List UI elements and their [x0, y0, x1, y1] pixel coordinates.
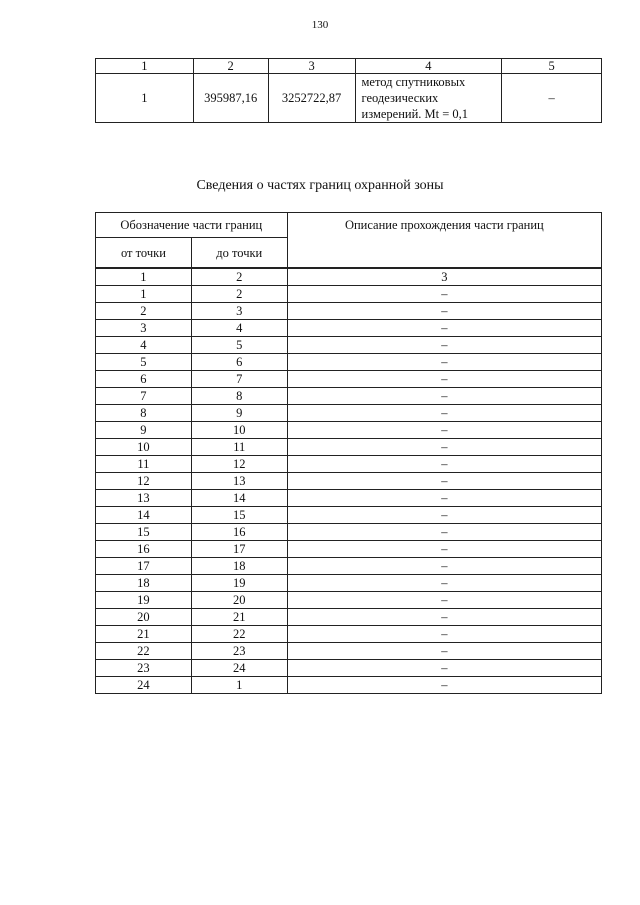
description-header: Описание прохождения части границ — [287, 213, 601, 269]
col-number-2: 2 — [191, 268, 287, 286]
to-point-cell: 24 — [191, 660, 287, 677]
from-point-cell: 22 — [96, 643, 192, 660]
from-point-cell: 20 — [96, 609, 192, 626]
table-row — [96, 354, 602, 371]
table-row — [96, 677, 602, 694]
method-cell — [355, 74, 502, 123]
description-cell: – — [287, 541, 601, 558]
from-point-cell: 6 — [96, 371, 192, 388]
to-point-cell: 17 — [191, 541, 287, 558]
to-point-cell: 22 — [191, 626, 287, 643]
from-point-cell: 10 — [96, 439, 192, 456]
description-cell: – — [287, 507, 601, 524]
table-row — [96, 473, 602, 490]
to-point-cell: 1 — [191, 677, 287, 694]
description-cell: – — [287, 371, 601, 388]
from-point-cell: 15 — [96, 524, 192, 541]
description-cell: – — [287, 575, 601, 592]
from-point-cell: 1 — [96, 286, 192, 303]
col-number-1: 1 — [96, 268, 192, 286]
table-row — [96, 643, 602, 660]
table-row — [96, 660, 602, 677]
from-point-cell: 4 — [96, 337, 192, 354]
table-row — [96, 507, 602, 524]
coordinates-table — [95, 58, 602, 123]
description-cell: – — [287, 337, 601, 354]
x-coordinate-cell: 395987,16 — [193, 74, 268, 123]
coord-col-3-header: 3 — [268, 59, 355, 74]
description-cell: – — [287, 303, 601, 320]
to-point-cell: 13 — [191, 473, 287, 490]
to-point-cell: 3 — [191, 303, 287, 320]
description-cell: – — [287, 643, 601, 660]
description-cell: – — [287, 677, 601, 694]
description-cell: – — [287, 439, 601, 456]
table-row — [96, 320, 602, 337]
point-number-cell: 1 — [96, 74, 194, 123]
coord-col-1-header: 1 — [96, 59, 194, 74]
to-point-cell: 14 — [191, 490, 287, 507]
table-row — [96, 439, 602, 456]
table-row — [96, 609, 602, 626]
description-cell: – — [287, 592, 601, 609]
from-point-cell: 16 — [96, 541, 192, 558]
coordinates-data-row — [96, 74, 602, 123]
to-point-cell: 9 — [191, 405, 287, 422]
description-cell: – — [287, 626, 601, 643]
table-row — [96, 490, 602, 507]
table-row — [96, 541, 602, 558]
to-point-header: до точки — [191, 238, 287, 269]
from-point-cell: 12 — [96, 473, 192, 490]
from-point-cell: 7 — [96, 388, 192, 405]
to-point-cell: 21 — [191, 609, 287, 626]
method-line-1: метод спутниковых — [361, 75, 466, 89]
description-cell: – — [287, 286, 601, 303]
description-cell: – — [287, 660, 601, 677]
from-point-cell: 24 — [96, 677, 192, 694]
table-row — [96, 558, 602, 575]
to-point-cell: 6 — [191, 354, 287, 371]
description-cell: – — [287, 422, 601, 439]
to-point-cell: 18 — [191, 558, 287, 575]
description-cell: – — [287, 388, 601, 405]
from-point-cell: 21 — [96, 626, 192, 643]
page-number: 130 — [311, 19, 329, 31]
table-row — [96, 405, 602, 422]
description-cell: – — [287, 473, 601, 490]
coord-col-2-header: 2 — [193, 59, 268, 74]
section-title: Сведения о частях границ охранной зоны — [196, 178, 444, 193]
from-point-cell: 9 — [96, 422, 192, 439]
from-point-cell: 11 — [96, 456, 192, 473]
parts-header-row — [96, 213, 602, 238]
from-point-cell: 17 — [96, 558, 192, 575]
coord-col-4-header: 4 — [355, 59, 502, 74]
from-point-cell: 19 — [96, 592, 192, 609]
to-point-cell: 5 — [191, 337, 287, 354]
description-cell: – — [287, 456, 601, 473]
from-point-cell: 14 — [96, 507, 192, 524]
from-point-cell: 5 — [96, 354, 192, 371]
table-row — [96, 303, 602, 320]
boundary-parts-table — [95, 212, 602, 694]
to-point-cell: 10 — [191, 422, 287, 439]
to-point-cell: 20 — [191, 592, 287, 609]
from-point-cell: 3 — [96, 320, 192, 337]
to-point-cell: 8 — [191, 388, 287, 405]
col-number-3: 3 — [287, 268, 601, 286]
description-cell: – — [287, 524, 601, 541]
table-row — [96, 337, 602, 354]
coord-col-5-header: 5 — [502, 59, 602, 74]
table-row — [96, 592, 602, 609]
description-cell: – — [287, 405, 601, 422]
from-point-cell: 2 — [96, 303, 192, 320]
table-row — [96, 388, 602, 405]
to-point-cell: 16 — [191, 524, 287, 541]
description-cell: – — [287, 609, 601, 626]
from-point-header: от точки — [96, 238, 192, 269]
table-row — [96, 575, 602, 592]
to-point-cell: 12 — [191, 456, 287, 473]
to-point-cell: 15 — [191, 507, 287, 524]
to-point-cell: 23 — [191, 643, 287, 660]
from-point-cell: 8 — [96, 405, 192, 422]
to-point-cell: 7 — [191, 371, 287, 388]
description-cell: – — [287, 490, 601, 507]
coordinates-header-row — [96, 59, 602, 74]
table-row — [96, 456, 602, 473]
to-point-cell: 11 — [191, 439, 287, 456]
table-row — [96, 524, 602, 541]
description-cell: – — [287, 320, 601, 337]
column-number-row — [96, 268, 602, 286]
from-point-cell: 23 — [96, 660, 192, 677]
part-designation-header: Обозначение части границ — [96, 213, 288, 238]
from-point-cell: 18 — [96, 575, 192, 592]
y-coordinate-cell: 3252722,87 — [268, 74, 355, 123]
table-row — [96, 371, 602, 388]
method-line-2: геодезических — [361, 91, 439, 105]
to-point-cell: 4 — [191, 320, 287, 337]
to-point-cell: 19 — [191, 575, 287, 592]
description-cell: – — [287, 354, 601, 371]
to-point-cell: 2 — [191, 286, 287, 303]
col5-cell: – — [502, 74, 602, 123]
method-line-3: измерений. Mt = 0,1 — [361, 107, 469, 121]
table-row — [96, 286, 602, 303]
description-cell: – — [287, 558, 601, 575]
from-point-cell: 13 — [96, 490, 192, 507]
table-row — [96, 626, 602, 643]
table-row — [96, 422, 602, 439]
